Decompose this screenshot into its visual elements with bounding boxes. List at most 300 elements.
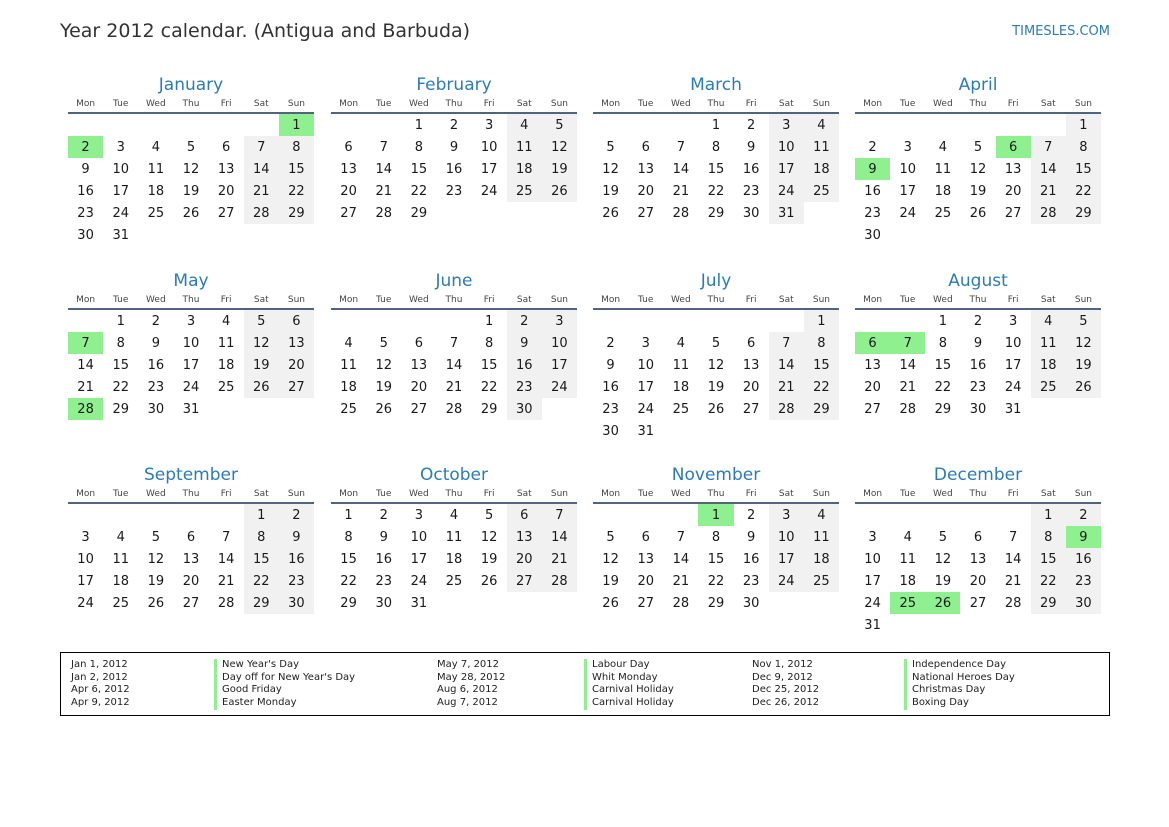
empty-cell	[593, 503, 628, 526]
weekend-day-cell: 1	[1031, 503, 1066, 526]
day-cell: 5	[606, 139, 615, 155]
day-cell: 4	[938, 139, 947, 155]
weekend-day-cell: 15	[804, 354, 839, 376]
day-cell: 11	[112, 551, 129, 567]
holiday-date: Apr 9, 2012	[71, 697, 130, 709]
day-cell: 17	[1004, 357, 1022, 373]
weekday-header: Tue	[890, 486, 925, 503]
week-row	[855, 354, 1101, 376]
day-cell: 6	[414, 335, 423, 351]
weekend-day-cell: 16	[507, 354, 542, 376]
weekend-day-cell: 23	[279, 570, 314, 592]
week-row	[68, 548, 314, 570]
weekday-header: Tue	[628, 96, 663, 113]
weekend-day-cell: 28	[1031, 202, 1066, 224]
month-name: March	[690, 75, 742, 95]
week-row	[331, 332, 577, 354]
day-cell: 21	[899, 379, 916, 395]
holiday-name: Boxing Day	[904, 697, 1015, 710]
day-cell: 16	[864, 183, 881, 199]
empty-cell	[331, 309, 366, 332]
empty-cell	[507, 592, 542, 614]
weekend-day-cell: 1	[244, 503, 279, 526]
month-table	[331, 96, 577, 224]
weekday-header: Thu	[698, 96, 733, 113]
day-cell: 5	[938, 529, 947, 545]
day-cell: 13	[969, 551, 987, 567]
week-row	[593, 570, 839, 592]
empty-cell	[401, 309, 436, 332]
page-title: Year 2012 calendar. (Antigua and Barbuda)	[60, 20, 471, 42]
day-cell: 4	[221, 313, 231, 329]
empty-cell	[173, 224, 208, 246]
week-row	[331, 136, 577, 158]
day-cell: 22	[112, 379, 129, 395]
weekday-header: Sun	[279, 96, 314, 113]
weekday-header: Wed	[401, 292, 436, 309]
empty-cell	[279, 398, 314, 420]
weekend-day-cell: 26	[244, 376, 279, 398]
weekday-header: Sat	[507, 292, 542, 309]
weekday-header: Sun	[804, 96, 839, 113]
weekday-header: Wed	[401, 486, 436, 503]
day-cell: 17	[899, 183, 916, 199]
day-cell: 3	[81, 529, 90, 545]
weekend-day-cell: 22	[1031, 570, 1066, 592]
day-cell: 13	[217, 161, 235, 177]
empty-cell	[1031, 614, 1066, 636]
day-cell: 15	[707, 161, 725, 177]
weekend-day-cell: 17	[769, 158, 804, 180]
week-row	[855, 526, 1101, 548]
weekday-header: Mon	[331, 96, 366, 113]
empty-cell	[542, 592, 577, 614]
day-cell: 14	[672, 551, 690, 567]
day-cell: 31	[112, 227, 129, 243]
empty-cell	[960, 614, 995, 636]
weekday-header: Sat	[769, 292, 804, 309]
weekend-day-cell: 24	[769, 180, 804, 202]
weekend-day-cell: 29	[1066, 202, 1101, 224]
day-cell: 14	[445, 357, 463, 373]
weekend-day-cell: 28	[769, 398, 804, 420]
empty-cell	[1031, 224, 1066, 246]
day-cell: 20	[1004, 183, 1022, 199]
day-cell: 27	[864, 401, 881, 417]
day-cell: 20	[637, 183, 654, 199]
month-table	[593, 486, 839, 614]
empty-cell	[960, 503, 995, 526]
day-cell: 26	[969, 205, 987, 221]
weekday-header: Mon	[855, 486, 890, 503]
weekend-day-cell: 29	[1031, 592, 1066, 614]
week-row	[68, 158, 314, 180]
empty-cell	[925, 503, 960, 526]
day-cell: 3	[186, 313, 196, 329]
day-cell: 6	[746, 335, 756, 351]
day-cell: 17	[480, 161, 498, 177]
month-table	[855, 96, 1101, 246]
weekday-header: Sun	[1066, 292, 1101, 309]
day-cell: 28	[445, 401, 463, 417]
weekend-day-cell: 1	[804, 309, 839, 332]
weekday-header: Tue	[366, 486, 401, 503]
weekend-day-cell: 18	[804, 548, 839, 570]
day-cell: 13	[410, 357, 428, 373]
empty-cell	[366, 113, 401, 136]
day-cell: 4	[903, 529, 912, 545]
empty-cell	[1066, 614, 1101, 636]
week-row	[855, 614, 1101, 636]
empty-cell	[734, 309, 769, 332]
day-cell: 28	[672, 595, 690, 611]
month-name: December	[933, 465, 1023, 485]
holiday-name: Whit Monday	[584, 672, 674, 685]
day-cell: 26	[375, 401, 392, 417]
day-cell: 23	[445, 183, 463, 199]
weekend-day-cell: 20	[279, 354, 314, 376]
weekend-day-cell: 3	[769, 113, 804, 136]
weekend-day-cell: 10	[769, 136, 804, 158]
day-cell: 7	[379, 139, 388, 155]
day-cell: 23	[742, 573, 760, 589]
day-cell: 15	[340, 551, 357, 567]
day-cell: 27	[637, 595, 654, 611]
weekend-day-cell: 9	[279, 526, 314, 548]
empty-cell	[593, 113, 628, 136]
holiday-name: Christmas Day	[904, 684, 1015, 697]
month-april	[855, 74, 1101, 246]
day-cell: 2	[379, 507, 388, 523]
weekday-header: Tue	[366, 292, 401, 309]
day-cell: 29	[934, 401, 952, 417]
day-cell: 16	[969, 357, 987, 373]
day-cell: 15	[934, 357, 952, 373]
week-row	[68, 113, 314, 136]
week-row	[593, 113, 839, 136]
day-cell: 28	[217, 595, 235, 611]
day-cell: 12	[602, 161, 619, 177]
day-cell: 2	[151, 313, 160, 329]
weekday-header: Tue	[103, 292, 138, 309]
holiday-name: Carnival Holiday	[584, 684, 674, 697]
empty-cell	[698, 420, 733, 442]
day-cell: 20	[410, 379, 428, 395]
week-row	[331, 158, 577, 180]
day-cell: 22	[707, 183, 725, 199]
month-name: April	[958, 75, 998, 95]
empty-cell	[804, 592, 839, 614]
month-table	[855, 486, 1101, 636]
weekday-header: Tue	[628, 486, 663, 503]
week-row	[855, 548, 1101, 570]
week-row	[331, 376, 577, 398]
day-cell: 5	[973, 139, 983, 155]
day-cell: 7	[676, 139, 685, 155]
weekend-day-cell: 30	[1066, 592, 1101, 614]
empty-cell	[331, 113, 366, 136]
weekend-day-cell: 5	[244, 309, 279, 332]
week-row	[331, 398, 577, 420]
weekday-header: Fri	[734, 486, 769, 503]
empty-cell	[628, 113, 663, 136]
weekday-header: Sat	[244, 96, 279, 113]
empty-cell	[1031, 398, 1066, 420]
day-cell: 9	[606, 357, 615, 373]
holiday-name: Independence Day	[904, 659, 1015, 672]
day-cell: 29	[707, 205, 725, 221]
month-name: October	[419, 465, 489, 485]
weekend-day-cell: 28	[244, 202, 279, 224]
day-cell: 2	[868, 139, 877, 155]
weekend-day-cell: 19	[1066, 354, 1101, 376]
weekend-day-cell: 5	[1066, 309, 1101, 332]
day-cell: 28	[1004, 595, 1022, 611]
day-cell: 6	[344, 139, 353, 155]
weekend-day-cell: 11	[1031, 332, 1066, 354]
weekend-day-cell: 29	[279, 202, 314, 224]
day-cell: 11	[217, 335, 235, 351]
empty-cell	[244, 398, 279, 420]
day-cell: 10	[112, 161, 129, 177]
day-cell: 23	[742, 183, 760, 199]
day-cell: 26	[147, 595, 165, 611]
day-cell: 27	[637, 205, 654, 221]
day-cell: 30	[742, 205, 760, 221]
weekend-day-cell: 14	[1031, 158, 1066, 180]
weekday-header: Fri	[209, 486, 244, 503]
holiday-date: Dec 9, 2012	[752, 671, 813, 683]
week-row	[593, 526, 839, 548]
day-cell: 7	[221, 529, 231, 545]
day-cell: 8	[938, 335, 947, 351]
day-cell: 30	[147, 401, 165, 417]
day-cell: 19	[934, 573, 952, 589]
day-cell: 1	[484, 313, 494, 329]
week-row	[855, 398, 1101, 420]
week-row	[593, 398, 839, 420]
day-cell: 12	[182, 161, 200, 177]
day-cell: 8	[344, 529, 353, 545]
month-name: November	[671, 465, 761, 485]
day-cell: 31	[182, 401, 200, 417]
weekday-header: Sat	[507, 486, 542, 503]
site-link[interactable]: TIMESLES.COM	[1012, 24, 1110, 39]
weekend-day-cell: 14	[244, 158, 279, 180]
day-cell: 29	[340, 595, 357, 611]
empty-cell	[103, 503, 138, 526]
weekend-day-cell: 13	[507, 526, 542, 548]
weekend-day-cell: 3	[769, 503, 804, 526]
day-cell: 11	[340, 357, 357, 373]
empty-cell	[996, 113, 1031, 136]
empty-cell	[925, 113, 960, 136]
holiday-date: Dec 25, 2012	[752, 684, 820, 696]
week-row	[68, 354, 314, 376]
weekday-header: Mon	[593, 292, 628, 309]
month-june	[331, 270, 577, 420]
week-row	[855, 332, 1101, 354]
day-cell: 21	[77, 379, 94, 395]
empty-cell	[1031, 113, 1066, 136]
month-table	[593, 292, 839, 442]
month-table	[68, 96, 314, 246]
weekend-day-cell: 19	[542, 158, 577, 180]
weekday-header: Fri	[472, 292, 507, 309]
day-cell: 9	[449, 139, 459, 155]
weekend-day-cell: 21	[1031, 180, 1066, 202]
weekday-header: Thu	[436, 292, 471, 309]
weekday-header: Wed	[663, 96, 698, 113]
week-row	[68, 309, 314, 332]
day-cell: 6	[641, 529, 650, 545]
weekend-day-cell: 25	[804, 570, 839, 592]
day-cell: 29	[410, 205, 428, 221]
weekend-day-cell: 7	[1031, 136, 1066, 158]
weekend-day-cell: 8	[244, 526, 279, 548]
week-row	[593, 503, 839, 526]
weekday-header: Tue	[628, 292, 663, 309]
day-cell: 4	[151, 139, 160, 155]
day-cell: 30	[969, 401, 987, 417]
month-table	[331, 486, 577, 614]
holiday-date: May 28, 2012	[437, 671, 506, 683]
empty-cell	[804, 420, 839, 442]
weekend-day-cell: 8	[804, 332, 839, 354]
weekend-day-cell: 4	[804, 113, 839, 136]
day-cell: 14	[217, 551, 235, 567]
week-row	[593, 180, 839, 202]
day-cell: 23	[602, 401, 619, 417]
empty-cell	[769, 420, 804, 442]
weekend-day-cell: 30	[279, 592, 314, 614]
day-cell: 21	[1004, 573, 1022, 589]
day-cell: 25	[217, 379, 235, 395]
day-cell: 20	[969, 573, 987, 589]
holiday-date: Aug 7, 2012	[437, 697, 498, 709]
day-cell: 14	[77, 357, 94, 373]
week-row	[68, 332, 314, 354]
day-cell: 9	[746, 529, 756, 545]
day-cell: 17	[77, 573, 94, 589]
day-cell: 8	[711, 529, 721, 545]
week-row	[68, 570, 314, 592]
day-cell: 27	[742, 401, 760, 417]
weekday-header: Thu	[698, 292, 733, 309]
day-cell: 30	[742, 595, 760, 611]
week-row	[855, 376, 1101, 398]
day-cell: 27	[969, 595, 987, 611]
weekday-header: Fri	[734, 292, 769, 309]
empty-cell	[68, 113, 103, 136]
week-row	[593, 420, 839, 442]
weekday-header: Mon	[68, 292, 103, 309]
week-row	[68, 503, 314, 526]
weekend-day-cell: 26	[542, 180, 577, 202]
day-cell: 14	[672, 161, 690, 177]
day-cell: 21	[672, 183, 690, 199]
weekend-day-cell: 22	[804, 376, 839, 398]
weekend-day-cell: 8	[1066, 136, 1101, 158]
month-name: May	[173, 271, 209, 291]
day-cell: 12	[707, 357, 725, 373]
weekend-day-cell: 21	[244, 180, 279, 202]
weekday-header: Mon	[331, 486, 366, 503]
holiday-day-cell: 9	[1066, 526, 1101, 548]
legend-names-2	[584, 659, 674, 710]
day-cell: 9	[151, 335, 160, 351]
day-cell: 12	[480, 529, 498, 545]
week-row	[68, 376, 314, 398]
weekend-day-cell: 16	[279, 548, 314, 570]
day-cell: 5	[151, 529, 160, 545]
week-row	[593, 376, 839, 398]
month-name: September	[144, 465, 238, 485]
day-cell: 8	[484, 335, 494, 351]
legend-dates-2	[437, 659, 505, 710]
week-row	[331, 113, 577, 136]
empty-cell	[734, 420, 769, 442]
week-row	[331, 309, 577, 332]
day-cell: 8	[116, 335, 125, 351]
weekday-header: Thu	[173, 96, 208, 113]
weekend-day-cell: 18	[1031, 354, 1066, 376]
weekday-header: Mon	[593, 96, 628, 113]
week-row	[68, 592, 314, 614]
day-cell: 27	[340, 205, 357, 221]
week-row	[68, 526, 314, 548]
day-cell: 6	[221, 139, 231, 155]
day-cell: 7	[1008, 529, 1018, 545]
day-cell: 5	[186, 139, 196, 155]
day-cell: 12	[375, 357, 392, 373]
month-table	[855, 292, 1101, 420]
week-row	[331, 503, 577, 526]
legend-names-1	[214, 659, 355, 710]
empty-cell	[436, 592, 471, 614]
empty-cell	[890, 309, 925, 332]
day-cell: 13	[182, 551, 200, 567]
empty-cell	[663, 309, 698, 332]
weekday-header: Wed	[138, 292, 173, 309]
empty-cell	[209, 113, 244, 136]
day-cell: 24	[182, 379, 200, 395]
day-cell: 21	[375, 183, 392, 199]
weekend-day-cell: 17	[769, 548, 804, 570]
weekend-day-cell: 12	[1066, 332, 1101, 354]
weekend-day-cell: 4	[1031, 309, 1066, 332]
day-cell: 30	[602, 423, 619, 439]
day-cell: 2	[746, 507, 756, 523]
empty-cell	[593, 309, 628, 332]
week-row	[855, 202, 1101, 224]
empty-cell	[996, 614, 1031, 636]
holiday-name: Day off for New Year's Day	[214, 672, 355, 685]
day-cell: 18	[672, 379, 690, 395]
day-cell: 10	[637, 357, 654, 373]
weekday-header: Sat	[769, 486, 804, 503]
week-row	[855, 570, 1101, 592]
empty-cell	[890, 503, 925, 526]
day-cell: 15	[112, 357, 129, 373]
day-cell: 31	[1004, 401, 1022, 417]
holiday-day-cell: 26	[925, 592, 960, 614]
empty-cell	[628, 503, 663, 526]
empty-cell	[209, 398, 244, 420]
weekday-header: Thu	[436, 486, 471, 503]
weekday-header: Thu	[698, 486, 733, 503]
holiday-day-cell: 1	[698, 503, 733, 526]
